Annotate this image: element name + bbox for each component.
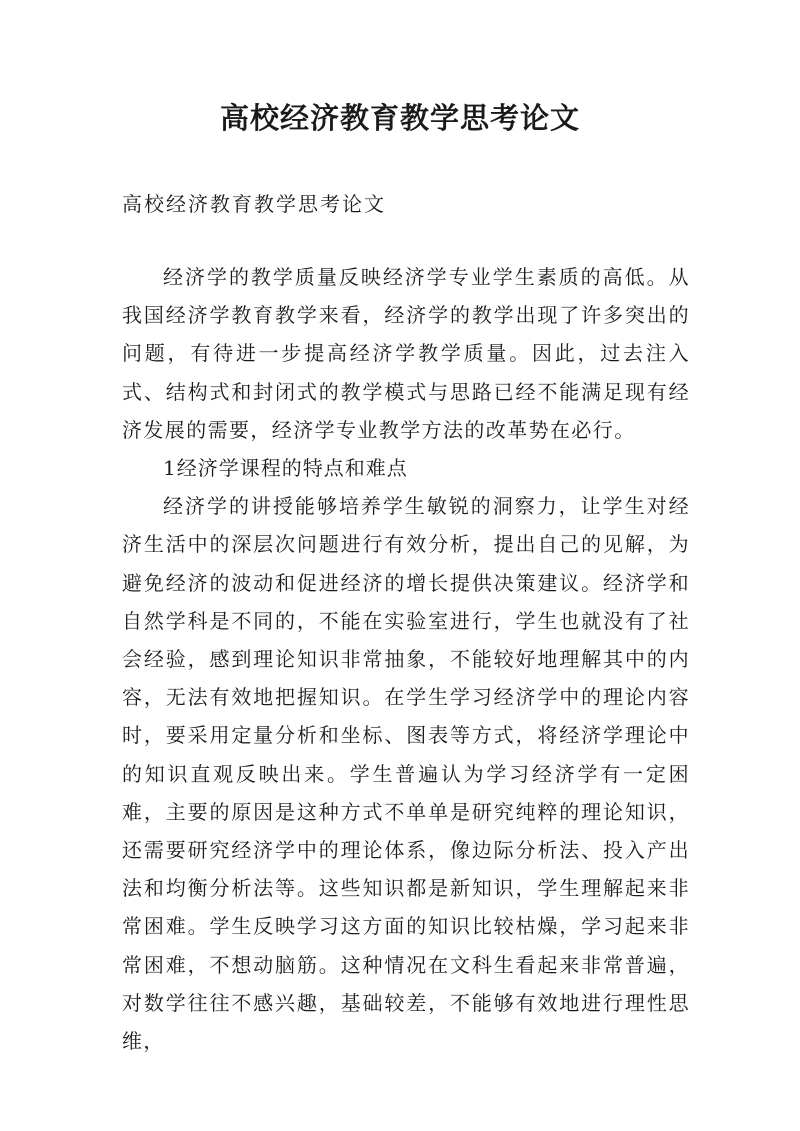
document-subtitle: 高校经济教育教学思考论文 (122, 192, 386, 216)
paragraph-course-features: 经济学的讲授能够培养学生敏锐的洞察力，让学生对经济生活中的深层次问题进行有效分析，提出自己的见解，为避免经济的波动和促进经济的增长提供决策建议。经济学和自然学科是不同的，不能在实验室进行，学生也就没有了社会经验，感到理论知识非常抽象，不能较好地理解其中的内容，无法有效地把握知识。在学生学习经济学中的理论内容时，要采用定量分析和坐标、图表等方式，将经济学理论中的知识直观反映出来。学生普遍认为学习经济学有一定困难，主要的原因是这种方式不单单是研究纯粹的理论知识，还需要研究经济学中的理论体系，像边际分析法、投入产出法和均衡分析法等。这些知识都是新知识，学生理解起来非常困难。学生反映学习这方面的知识比较枯燥，学习起来非常困难，不想动脑筋。这种情况在文科生看起来非常普遍，对数学往往不感兴趣，基础较差，不能够有效地进行理性思维， (122, 494, 690, 1054)
section-heading: 1经济学课程的特点和难点 (163, 456, 408, 481)
document-title: 高校经济教育教学思考论文 (219, 101, 580, 135)
document-body (122, 258, 690, 1060)
paragraph-intro: 经济学的教学质量反映经济学专业学生素质的高低。从我国经济学教育教学来看，经济学的教学出现了许多突出的问题，有待进一步提高经济学教学质量。因此，过去注入式、结构式和封闭式的教学模式与思路已经不能满足现有经济发展的需要，经济学专业教学方法的改革势在必行。 (122, 265, 690, 442)
